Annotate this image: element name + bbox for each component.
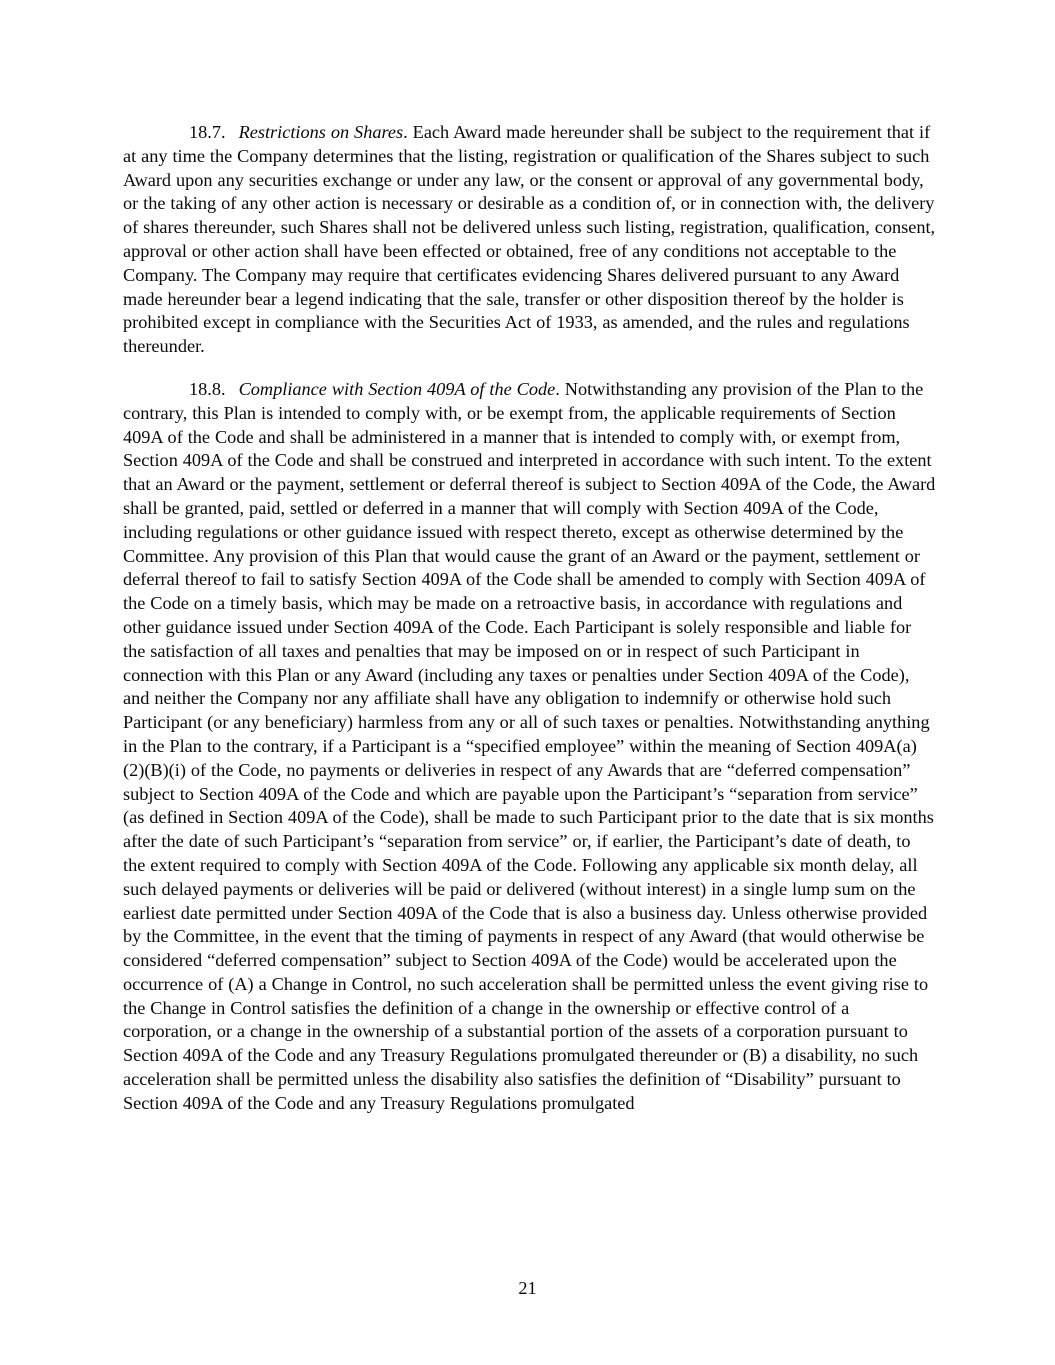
section-heading: Restrictions on Shares (238, 122, 404, 142)
section-heading: Compliance with Section 409A of the Code (238, 378, 556, 399)
document-body (123, 121, 937, 1116)
paragraph-section-18-8 (123, 378, 937, 1116)
paragraph-section-18-7 (123, 121, 937, 359)
section-number: 18.8. (189, 378, 226, 399)
section-text: . Each Award made hereunder shall be subject to the requirement that if at any time the Company determines that the listing, registration or qualification of the Shares subject to such Award upon any securities exchange or under any law, or the consent or approval of any governmental body, or the taking of any other action is necessary or desirable as a condition of, or in connection with, the delivery of shares thereunder, such Shares shall not be delivered unless such listing, registration, qualification, consent, approval or other action shall have been effected or obtained, free of any conditions not acceptable to the Company. The Company may require that certificates evidencing Shares delivered pursuant to any Award made hereunder bear a legend indicating that the sale, transfer or other disposition thereof by the holder is prohibited except in compliance with the Securities Act of 1933, as amended, and the rules and regulations thereunder. (123, 122, 936, 357)
page-number: 21 (518, 1278, 537, 1298)
section-number: 18.7. (189, 122, 226, 142)
section-text: . Notwithstanding any provision of the Plan to the contrary, this Plan is intended to comply with, or be exempt from, the applicable requirements of Section 409A of the Code and shall be administered in a manner that is intended to comply with, or exempt from, Section 409A of the Code and shall be construed and interpreted in accordance with such intent. To the extent that an Award or the payment, settlement or deferral thereof is subject to Section 409A of the Code, the Award shall be granted, paid, settled or deferred in a manner that will comply with Section 409A of the Code, including regulations or other guidance issued with respect thereto, except as otherwise determined by the Committee. Any provision of this Plan that would cause the grant of an Award or the payment, settlement or deferral thereof to fail to satisfy Section 409A of the Code shall be amended to comply with Section 409A of the Code on a timely basis, which may be made on a retroactive basis, in accordance with regulations and other guidance issued under Section 409A of the Code. Each Participant is solely responsible and liable for the satisfaction of all taxes and penalties that may be imposed on or in respect of such Participant in connection with this Plan or any Award (including any taxes or penalties under Section 409A of the Code), and neither the Company nor any affiliate shall have any obligation to indemnify or otherwise hold such Participant (or any beneficiary) harmless from any or all of such taxes or penalties. Notwithstanding anything in the Plan to the contrary, if a Participant is a “specified employee” within the meaning of Section 409A(a)(2)(B)(i) of the Code, no payments or deliveries in respect of any Awards that are “deferred compensation” subject to Section 409A of the Code and which are payable upon the Participant’s “separation from service” (as defined in Section 409A of the Code), shall be made to such Participant prior to the date that is six months after the date of such Participant’s “separation from service” or, if earlier, the Participant’s date of death, to the extent required to comply with Section 409A of the Code. Following any applicable six month delay, all such delayed payments or deliveries will be paid or delivered (without interest) in a single lump sum on the earliest date permitted under Section 409A of the Code that is also a business day. Unless otherwise provided by the Committee, in the event that the timing of payments in respect of any Award (that would otherwise be considered “deferred compensation” subject to Section 409A of the Code) would be accelerated upon the occurrence of (A) a Change in Control, no such acceleration shall be permitted unless the event giving rise to the Change in Control satisfies the definition of a change in the ownership or effective control of a corporation, or a change in the ownership of a substantial portion of the assets of a corporation pursuant to Section 409A of the Code and any Treasury Regulations promulgated thereunder or (B) a disability, no such acceleration shall be permitted unless the disability also satisfies the definition of “Disability” pursuant to Section 409A of the Code and any Treasury Regulations promulgated (123, 378, 936, 1113)
